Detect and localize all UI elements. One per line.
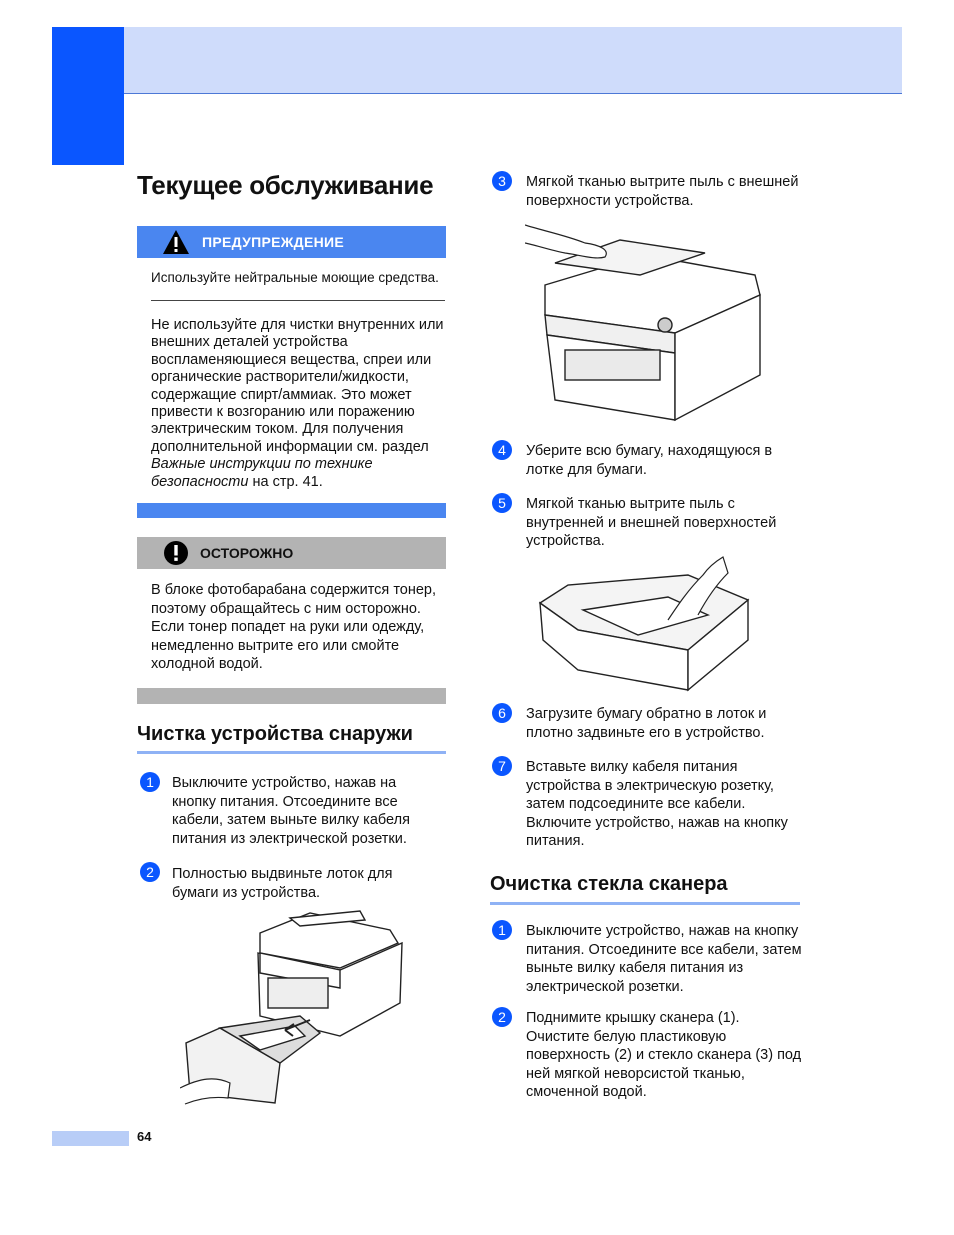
section-underline xyxy=(137,751,446,754)
step-number: 1 xyxy=(140,772,160,792)
step-number: 5 xyxy=(492,493,512,513)
step-text: Поднимите крышку сканера (1). Очистите белую пластиковую поверхность (2) и стекло сканера (3) под ней мягкой неворсистой тканью, смоченной водой. xyxy=(526,1010,802,1100)
step-text: Мягкой тканью вытрите пыль с внутренней и внешней поверхностей устройства. xyxy=(526,496,777,549)
page-number: 64 xyxy=(137,1129,152,1144)
step-number: 2 xyxy=(492,1007,512,1027)
step-number: 3 xyxy=(492,171,512,191)
caution-label: ОСТОРОЖНО xyxy=(200,545,294,561)
caution-bar-bottom xyxy=(137,688,446,704)
caution-text: В блоке фотобарабана содержится тонер, поэтому обращайтесь с ним осторожно. Если тонер попадет на руки или одежду, немедленно вытрите его или смойте холодной водой. xyxy=(151,582,437,672)
chapter-tab-block xyxy=(52,27,124,165)
step-number: 4 xyxy=(492,440,512,460)
step-text: Выключите устройство, нажав на кнопку питания. Отсоедините все кабели, затем выньте вилку кабеля питания из электрической розетки. xyxy=(526,923,802,995)
section-underline xyxy=(490,902,800,905)
step-number: 7 xyxy=(492,756,512,776)
printer-wipe-illustration xyxy=(525,215,770,430)
caution-exclamation-icon xyxy=(163,540,189,566)
warning-text-plain: Не используйте для чистки внутренних или внешних деталей устройства воспламеняющиеся вещества, спреи или органические растворители/жидкости, содержащие спирт/аммиак. Это может привести к возгоранию или поражению электрическим током. Для получения дополнительной информации см. раздел xyxy=(151,317,444,455)
section-heading-exterior: Чистка устройства снаружи xyxy=(137,723,413,745)
step-number: 1 xyxy=(492,920,512,940)
section-heading-scanner: Очистка стекла сканера xyxy=(490,873,728,895)
tray-wipe-illustration xyxy=(538,555,753,695)
warning-text xyxy=(151,317,451,491)
step-text: Вставьте вилку кабеля питания устройства в электрическую розетку, затем подсоедините все кабели. Включите устройство, нажав на кнопку питания. xyxy=(526,759,788,849)
step-text: Мягкой тканью вытрите пыль с внешней поверхности устройства. xyxy=(526,174,799,209)
step-text: Уберите всю бумагу, находящуюся в лотке для бумаги. xyxy=(526,443,773,478)
warning-text-tail: на стр. 41. xyxy=(248,473,323,490)
header-band xyxy=(124,27,902,94)
divider xyxy=(151,300,445,301)
step-number: 6 xyxy=(492,703,512,723)
footer-band xyxy=(52,1131,129,1146)
warning-triangle-icon xyxy=(162,229,190,255)
step-number: 2 xyxy=(140,862,160,882)
page-title: Текущее обслуживание xyxy=(137,170,434,200)
step-text: Загрузите бумагу обратно в лоток и плотно задвиньте его в устройство. xyxy=(526,706,767,741)
step-text: Выключите устройство, нажав на кнопку питания. Отсоедините все кабели, затем выньте вилку кабеля питания из электрической розетки. xyxy=(172,775,410,847)
step-text: Полностью выдвиньте лоток для бумаги из устройства. xyxy=(172,866,393,901)
warning-text-link: Важные инструкции по технике безопасности xyxy=(151,456,373,490)
warning-label: ПРЕДУПРЕЖДЕНИЕ xyxy=(202,234,345,250)
warning-subtitle: Используйте нейтральные моющие средства. xyxy=(151,270,439,285)
printer-tray-out-illustration xyxy=(180,908,410,1108)
warning-bar-bottom xyxy=(137,503,446,518)
